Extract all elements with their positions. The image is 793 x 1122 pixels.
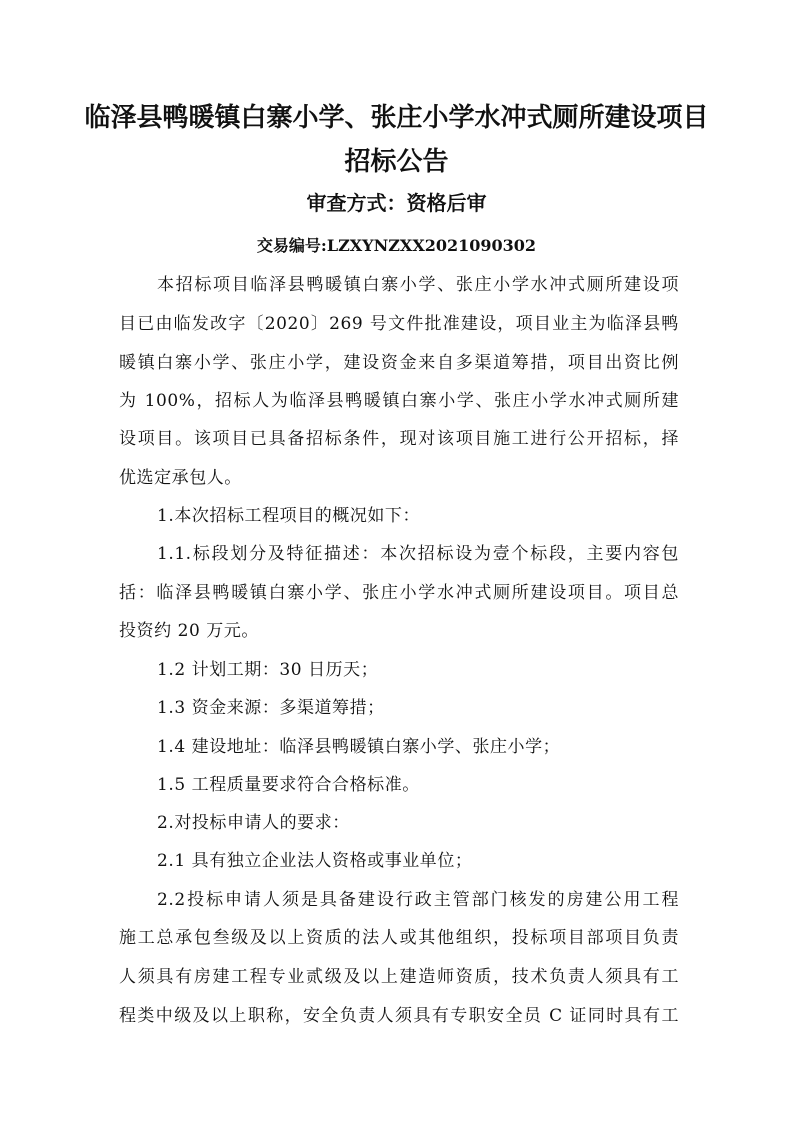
body-line: 本招标项目临泽县鸭暖镇白寨小学、张庄小学水冲式厕所建设项 bbox=[157, 275, 679, 295]
body-line: 施工总承包叁级及以上资质的法人或其他组织，投标项目部项目负责 bbox=[119, 928, 679, 948]
body-line: 人须具有房建工程专业贰级及以上建造师资质，技术负责人须具有工 bbox=[119, 967, 679, 987]
body-line: 括：临泽县鸭暖镇白寨小学、张庄小学水冲式厕所建设项目。项目总 bbox=[119, 583, 679, 603]
body-line: 1.5 工程质量要求符合合格标准。 bbox=[157, 775, 420, 795]
body-line: 1.1.标段划分及特征描述：本次招标设为壹个标段，主要内容包 bbox=[157, 544, 679, 564]
title-line-1: 临泽县鸭暖镇白寨小学、张庄小学水冲式厕所建设项目 bbox=[84, 103, 709, 133]
section-heading: 1.本次招标工程项目的概况如下： bbox=[157, 506, 421, 526]
body-line: 1.2 计划工期：30 日历天； bbox=[157, 660, 379, 680]
body-line: 目已由临发改字〔2020〕269 号文件批准建设，项目业主为临泽县鸭 bbox=[119, 314, 679, 334]
body-line: 程类中级及以上职称，安全负责人须具有专职安全员 C 证同时具有工 bbox=[119, 1006, 679, 1026]
body-line: 暖镇白寨小学、张庄小学，建设资金来自多渠道筹措，项目出资比例 bbox=[119, 353, 679, 373]
section-heading: 2.对投标申请人的要求： bbox=[157, 813, 350, 833]
body-line: 2.1 具有独立企业法人资格或事业单位； bbox=[157, 851, 473, 871]
body-line: 1.4 建设地址：临泽县鸭暖镇白寨小学、张庄小学； bbox=[157, 737, 561, 757]
body-line: 为 100%，招标人为临泽县鸭暖镇白寨小学、张庄小学水冲式厕所建 bbox=[119, 391, 679, 411]
review-method: 审查方式：资格后审 bbox=[306, 191, 487, 215]
body-line: 2.2投标申请人须是具备建设行政主管部门核发的房建公用工程 bbox=[157, 890, 679, 910]
title-line-2: 招标公告 bbox=[344, 147, 449, 177]
body-line: 设项目。该项目已具备招标条件，现对该项目施工进行公开招标，择 bbox=[119, 429, 679, 449]
body-line: 投资约 20 万元。 bbox=[119, 621, 259, 641]
transaction-number: 交易编号:LZXYNZXX2021090302 bbox=[256, 236, 537, 255]
body-line: 1.3 资金来源：多渠道筹措； bbox=[157, 698, 385, 718]
body-line: 优选定承包人。 bbox=[119, 468, 242, 488]
